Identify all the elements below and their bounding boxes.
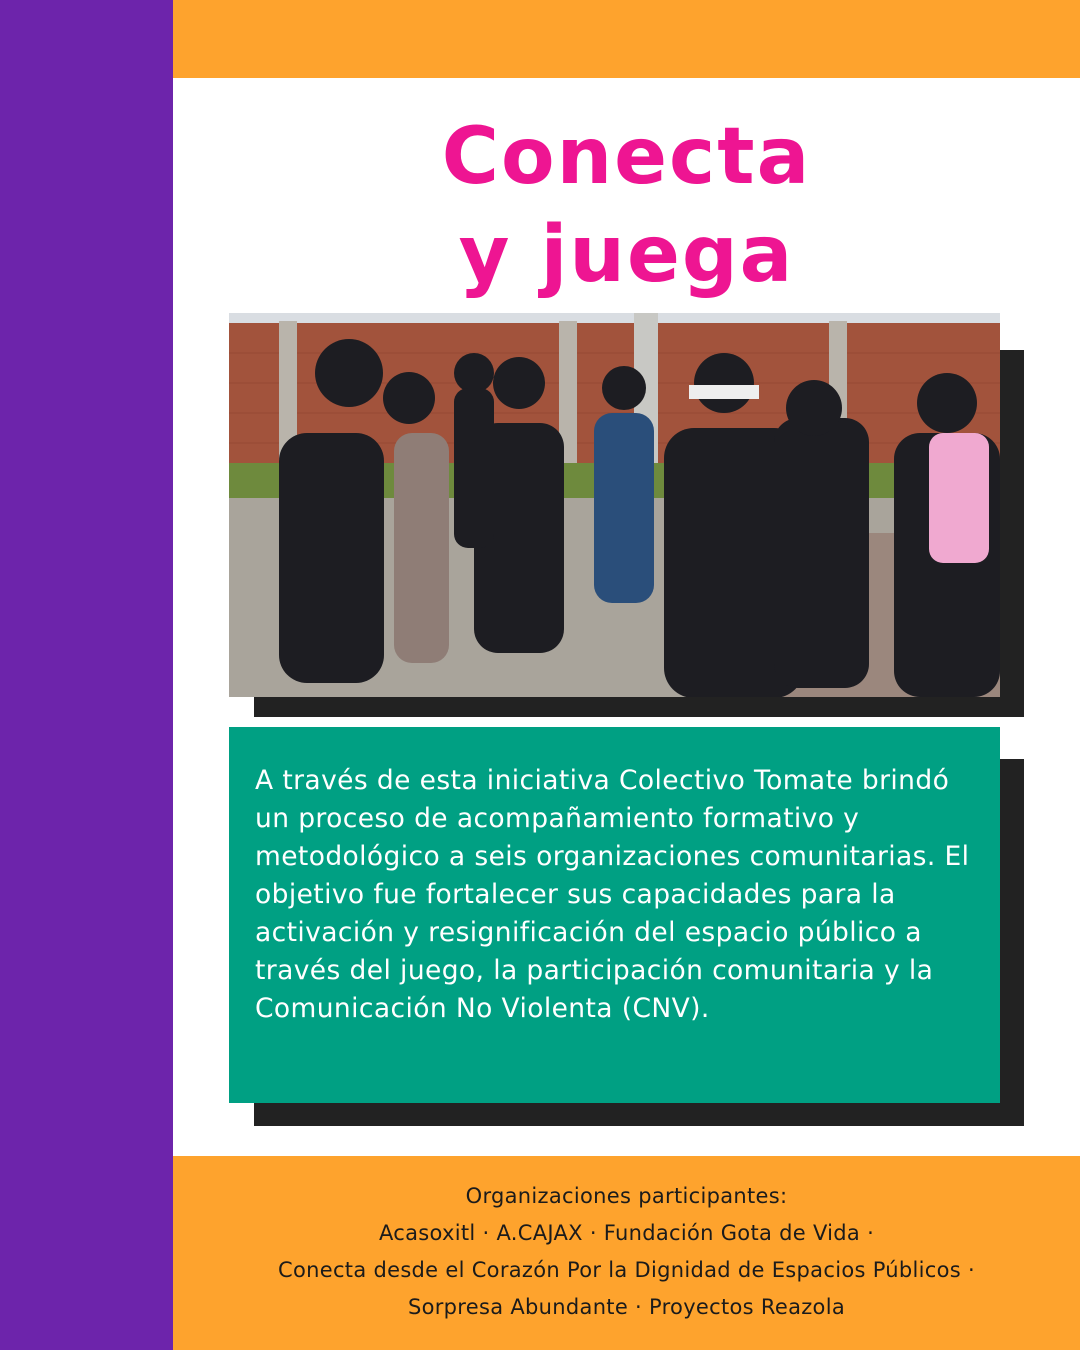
orange-top-band xyxy=(173,0,1080,78)
title-line-2: y juega xyxy=(458,210,795,300)
description-text: A través de esta iniciativa Colectivo Tomate brindó un proceso de acompañamiento formativo y metodológico a seis organizaciones comunitarias. El objetivo fue fortalecer sus capacidades para la activación y resignificación del espacio público a través del juego, la participación comunitaria y la Comunicación No Violenta (CNV). xyxy=(255,765,970,1024)
page-title xyxy=(173,108,1080,304)
organizations-heading: Organizaciones participantes: xyxy=(465,1184,788,1208)
organizations-line: Acasoxitl · A.CAJAX · Fundación Gota de Vida · xyxy=(378,1221,875,1245)
title-line-1: Conecta xyxy=(441,112,812,202)
purple-side-band xyxy=(0,0,173,1350)
activity-photo xyxy=(229,313,1000,697)
organizations-line: Sorpresa Abundante · Proyectos Reazola xyxy=(407,1295,846,1319)
organizations-block xyxy=(173,1178,1080,1326)
description-card xyxy=(229,727,1000,1103)
organizations-line: Conecta desde el Corazón Por la Dignidad de Espacios Públicos · xyxy=(278,1258,975,1282)
